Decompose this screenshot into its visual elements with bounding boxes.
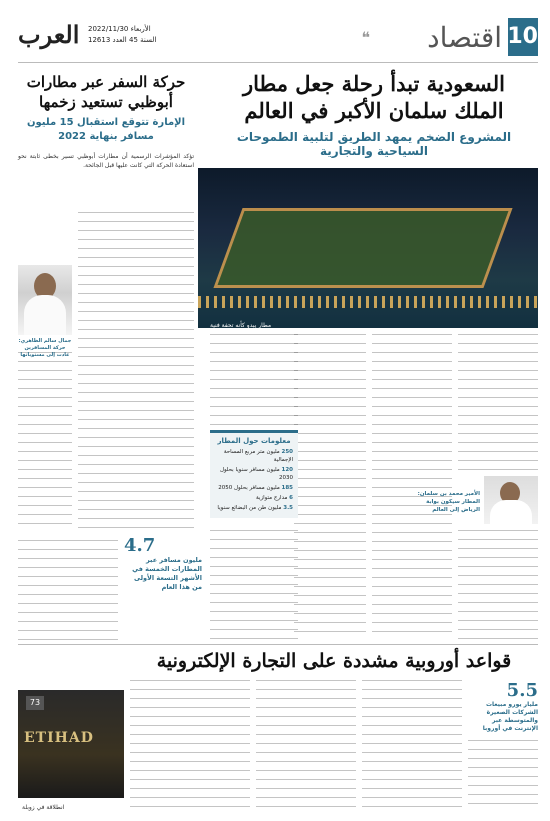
pull-quote-text: مليون مسافر عبر المطارات الخمسة في الأشهر التسعة الأولى من هذا العام <box>132 556 202 591</box>
fact-item: 6 مدارج متوازية <box>255 495 293 501</box>
main-subheadline: المشروع الضخم يمهد الطريق لتلبية الطموحات السياحية والتجارية <box>236 130 512 158</box>
portrait-robe <box>24 295 66 335</box>
sidebar-subheadline-line1: الإمارة تتوقع استقبال 15 مليون <box>26 117 186 128</box>
pull-quote-number: 4.7 <box>124 535 156 556</box>
bottom-pull-quote <box>468 680 538 733</box>
bottom-pull-number: 5.5 <box>506 680 538 701</box>
airport-facts-box <box>210 430 298 518</box>
facts-box-title: معلومات حول المطار <box>217 437 291 445</box>
portrait-robe <box>490 500 532 524</box>
sidebar-headline-line1: حركة السفر عبر مطارات <box>26 73 186 91</box>
bottom-text-column-4 <box>468 740 538 808</box>
main-story-header <box>210 70 538 158</box>
etihad-photo-caption: انطلاقة في زوبلة <box>22 804 65 811</box>
section-title: اقتصاد <box>427 21 502 54</box>
page-header <box>18 18 538 60</box>
sidebar-headline-line2: أبوظبي تستعيد زخمها <box>39 93 173 111</box>
bottom-text-column-3 <box>130 680 250 808</box>
main-text-column-4 <box>210 334 298 426</box>
main-text-column-3 <box>294 334 366 640</box>
sidebar-pull-quote <box>124 535 202 592</box>
main-headline-line2: الملك سلمان الأكبر في العالم <box>244 98 504 123</box>
sidebar-official-portrait <box>18 265 72 335</box>
bottom-text-column-2 <box>256 680 356 808</box>
sidebar-headline <box>18 72 194 112</box>
airport-render-photo <box>198 168 538 328</box>
sidebar-portrait-caption: جمال سالم الظاهري: حركة المسافرين عادت إلى مستوياتها <box>18 338 72 358</box>
etihad-terminal-photo <box>18 690 124 798</box>
section-mark-icon: ❝ <box>361 28 370 47</box>
main-text-column-1 <box>458 334 538 472</box>
issue-info <box>88 24 156 46</box>
bottom-headline: قواعد أوروبية مشددة على التجارة الإلكترونية <box>156 650 512 672</box>
fact-item: 250 مليون متر مربع المساحة الإجمالية <box>223 449 293 463</box>
sidebar-intro: تؤكد المؤشرات الرسمية أن مطارات أبوظبي تسير بخطى ثابتة نحو استعادة الحركة التي كانت عليها قبل الجائحة. <box>18 153 194 169</box>
sidebar-text-column-1 <box>78 212 194 532</box>
issue-line: السنة 45 العدد 12613 <box>88 36 157 44</box>
fact-item: 120 مليون مسافر سنويا بحلول 2030 <box>219 467 293 481</box>
main-text-column-6 <box>458 530 538 640</box>
main-headline <box>210 70 538 124</box>
main-headline-line1: السعودية تبدأ رحلة جعل مطار <box>242 71 506 96</box>
sidebar-text-column-3 <box>18 540 118 640</box>
sidebar-story <box>18 72 194 170</box>
photo-airport-field <box>213 208 512 288</box>
sidebar-subheadline-line2: مسافر بنهاية 2022 <box>58 131 154 142</box>
bottom-divider <box>18 644 538 645</box>
header-divider <box>18 62 538 63</box>
main-text-column-5 <box>210 530 298 640</box>
fact-item: 3.5 مليون طن من البضائع سنويا <box>217 505 293 511</box>
etihad-sign: ETIHAD <box>24 730 94 746</box>
airport-photo-caption: مطار يبدو كأنه تحفة فنية <box>210 322 272 329</box>
sidebar-subheadline <box>18 116 194 144</box>
fact-item: 185 مليون مسافر بحلول 2050 <box>218 485 293 491</box>
gate-number: 73 <box>26 696 44 710</box>
official-portrait-main <box>484 476 538 524</box>
photo-city-lights <box>198 296 538 308</box>
main-text-column-2 <box>372 334 452 640</box>
newspaper-logo: العرب <box>18 20 80 49</box>
date-line: الأربعاء 2022/11/30 <box>88 25 151 33</box>
sidebar-text-column-2 <box>18 352 72 532</box>
bottom-pull-text: مليار يورو مبيعات الشركات الصغيرة والمتوسطة عبر الإنترنت في أوروبا <box>482 701 538 732</box>
official-portrait-main-caption: الأمير محمد بن سلمان: المطار سيكون بوابة الرياض إلى العالم <box>417 491 480 513</box>
page-number: 10 <box>508 18 538 56</box>
bottom-text-column-1 <box>362 680 462 808</box>
